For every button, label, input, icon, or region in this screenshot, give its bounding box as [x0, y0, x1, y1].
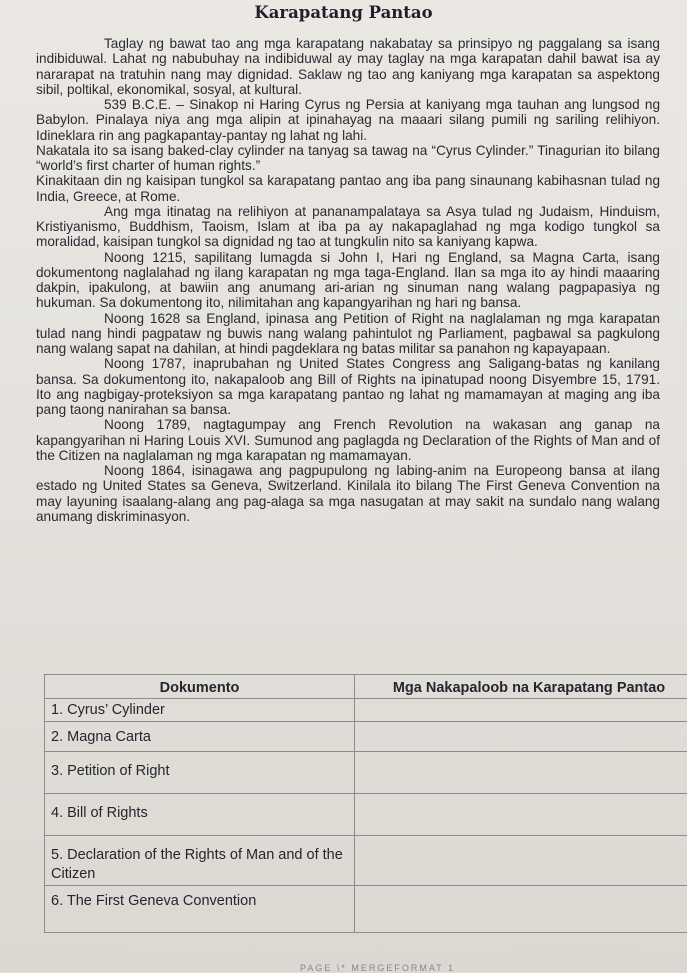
- table-header-row: [45, 675, 687, 699]
- paragraph-ancient: Kinakitaan din ng kaisipan tungkol sa karapatang pantao ang iba pang sinaunang kabihasnan tulad ng India, Greece, at Rome.: [36, 173, 660, 204]
- documents-table: [44, 674, 687, 933]
- paragraph-geneva: Noong 1864, isinagawa ang pagpupulong ng labing-anim na Europeong bansa at ilang estado ng United States sa Geneva, Switzerland. Kinilala ito bilang The First Geneva Convention na may layuning isaalang-alang ang pag-alaga sa mga nasugatan at may sakit na sundalo nang walang anumang diskriminasyon.: [36, 463, 660, 524]
- table-row: [45, 752, 687, 794]
- answer-cell[interactable]: [355, 699, 687, 722]
- paragraph-cyrus: 539 B.C.E. – Sinakop ni Haring Cyrus ng Persia at kaniyang mga tauhan ang lungsod ng Babylon. Pinalaya niya ang mga alipin at ipinahayag na maaari silang pumili ng sariling relihiyon. Idineklara rin ang pagkapantay-pantay ng lahat ng lahi.: [36, 97, 660, 143]
- answer-cell[interactable]: [355, 794, 687, 836]
- answer-cell[interactable]: [355, 722, 687, 752]
- document-name: 1. Cyrus’ Cylinder: [45, 699, 355, 722]
- table-row: [45, 886, 687, 933]
- answer-cell[interactable]: [355, 886, 687, 933]
- table-row: [45, 836, 687, 886]
- document-name: 6. The First Geneva Convention: [45, 886, 355, 933]
- page-title: Karapatang Pantao: [0, 3, 687, 22]
- answer-cell[interactable]: [355, 752, 687, 794]
- document-name: 5. Declaration of the Rights of Man and of the Citizen: [45, 836, 355, 886]
- table-row: [45, 722, 687, 752]
- answer-cell[interactable]: [355, 836, 687, 886]
- paragraph-intro: Taglay ng bawat tao ang mga karapatang nakabatay sa prinsipyo ng paggalang sa isang indibiduwal. Lahat ng nabubuhay na indibiduwal ay may taglay na mga karapatan dahil bawat isa ay nararapat na tratuhin nang may dignidad. Saklaw ng tao ang kaniyang mga karapatan sa aspektong sibil, poltikal, ekonomikal, sosyal, at kultural.: [36, 36, 660, 97]
- table-row: [45, 794, 687, 836]
- table-row: [45, 699, 687, 722]
- paragraph-french-revolution: Noong 1789, nagtagumpay ang French Revolution na wakasan ang ganap na kapangyarihan ni Haring Louis XVI. Sumunod ang paglagda ng Declaration of the Rights of Man and of the Citizen na naglalaman ng mga karapatan ng mamamayan.: [36, 417, 660, 463]
- header-karapatan: Mga Nakapaloob na Karapatang Pantao: [355, 675, 687, 699]
- paragraph-religions: Ang mga itinatag na relihiyon at pananampalataya sa Asya tulad ng Judaism, Hinduism, Kristiyanismo, Buddhism, Taoism, Islam at iba pa ay nakapaglahad ng mga kodigo tungkol sa moralidad, kaisipan tungkol sa dignidad ng tao at tungkulin nito sa kaniyang kapwa.: [36, 204, 660, 250]
- paragraph-bill-of-rights: Noong 1787, inaprubahan ng United States Congress ang Saligang-batas ng kanilang bansa. Sa dokumentong ito, nakapaloob ang Bill of Rights na ipinatupad noong Disyembre 15, 1791. Ito ang nagbigay-proteksiyon sa mga karapatang pantao ng lahat ng mamamayan at maging ang iba pang taong nanirahan sa bansa.: [36, 356, 660, 417]
- paragraph-cylinder: Nakatala ito sa isang baked-clay cylinder na tanyag sa tawag na “Cyrus Cylinder.” Tinagurian ito bilang “world’s first charter of human rights.”: [36, 143, 660, 174]
- article-body: [36, 36, 660, 524]
- paragraph-petition: Noong 1628 sa England, ipinasa ang Petition of Right na naglalaman ng mga karapatan tulad nang hindi pagpataw ng buwis nang walang pahintulot ng Parliament, pagbawal sa pagkulong nang walang sapat na dahilan, at hindi pagdeklara ng batas militar sa panahon ng kapayapaan.: [36, 311, 660, 357]
- paragraph-magna-carta: Noong 1215, sapilitang lumagda si John I, Hari ng England, sa Magna Carta, isang dokumentong naglalahad ng ilang karapatan ng mga taga-England. Ilan sa mga ito ay hindi maaaring dakpin, ipakulong, at bawiin ang anumang ari-arian ng sinuman nang walang pagpapasiya ng hukuman. Sa dokumentong ito, nilimitahan ang kapangyarihan ng hari ng bansa.: [36, 250, 660, 311]
- document-name: 4. Bill of Rights: [45, 794, 355, 836]
- header-dokumento: Dokumento: [45, 675, 355, 699]
- document-name: 3. Petition of Right: [45, 752, 355, 794]
- document-name: 2. Magna Carta: [45, 722, 355, 752]
- page-footer: PAGE \* MERGEFORMAT 1: [300, 963, 455, 973]
